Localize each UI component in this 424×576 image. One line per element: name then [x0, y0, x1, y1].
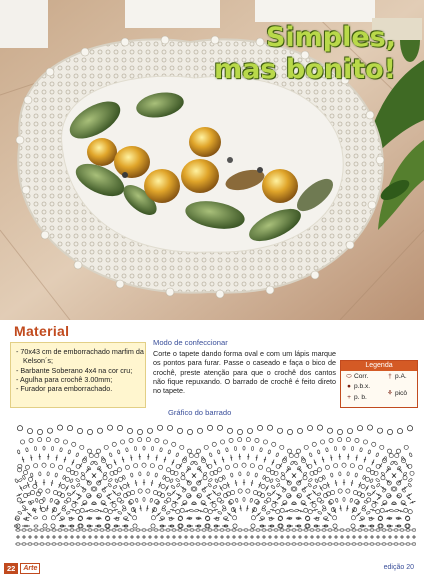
headline-line-1: Simples,: [265, 22, 396, 53]
crochet-chart: [14, 420, 416, 552]
material-item: - 70x43 cm de emborrachado marfim da Kelson´s;: [16, 347, 144, 366]
material-item: - Barbante Soberano 4x4 na cor cru;: [16, 365, 133, 375]
legend-item-pb: + p. b.: [344, 394, 367, 401]
footer-page: [4, 563, 40, 574]
modo-text: Corte o tapete dando forma oval e com um lápis marque os pontos para furar. Passe o caseado e faça o bico de crochê, preste atenção para que o crochê dos cantos não fique repuxando. O barrado de crochê é feito direto no tapete.: [153, 349, 336, 396]
legend-item-corr: ⬭ Corr.: [344, 373, 368, 381]
treble-icon: †: [388, 373, 392, 380]
material-item: - Agulha para crochê 3.00mm;: [16, 374, 113, 384]
legend-box: [340, 360, 418, 408]
dot-icon: ●: [347, 383, 351, 390]
edition-label: edição 20: [383, 564, 414, 571]
publication-logo: Arte: [20, 563, 40, 574]
chain-oval-icon: ⬭: [346, 373, 352, 380]
material-item: - Furador para emborrachado.: [16, 384, 113, 394]
material-list: [16, 347, 144, 393]
modo-title: Modo de confeccionar: [153, 338, 228, 347]
page-number: 22: [4, 563, 18, 574]
grafico-title: Gráfico do barrado: [168, 408, 232, 417]
headline: [214, 22, 396, 86]
picot-icon: ⚘: [387, 390, 393, 397]
material-title: Material: [14, 323, 70, 339]
cross-icon: +: [347, 394, 351, 401]
headline-line-2: mas bonito!: [214, 54, 396, 85]
legend-item-pa: † p.A.: [385, 373, 407, 380]
legend-item-pico: ⚘ picô: [385, 389, 407, 397]
legend-item-pbx: ● p.b.x.: [344, 383, 370, 390]
legend-title: Legenda: [341, 361, 417, 371]
